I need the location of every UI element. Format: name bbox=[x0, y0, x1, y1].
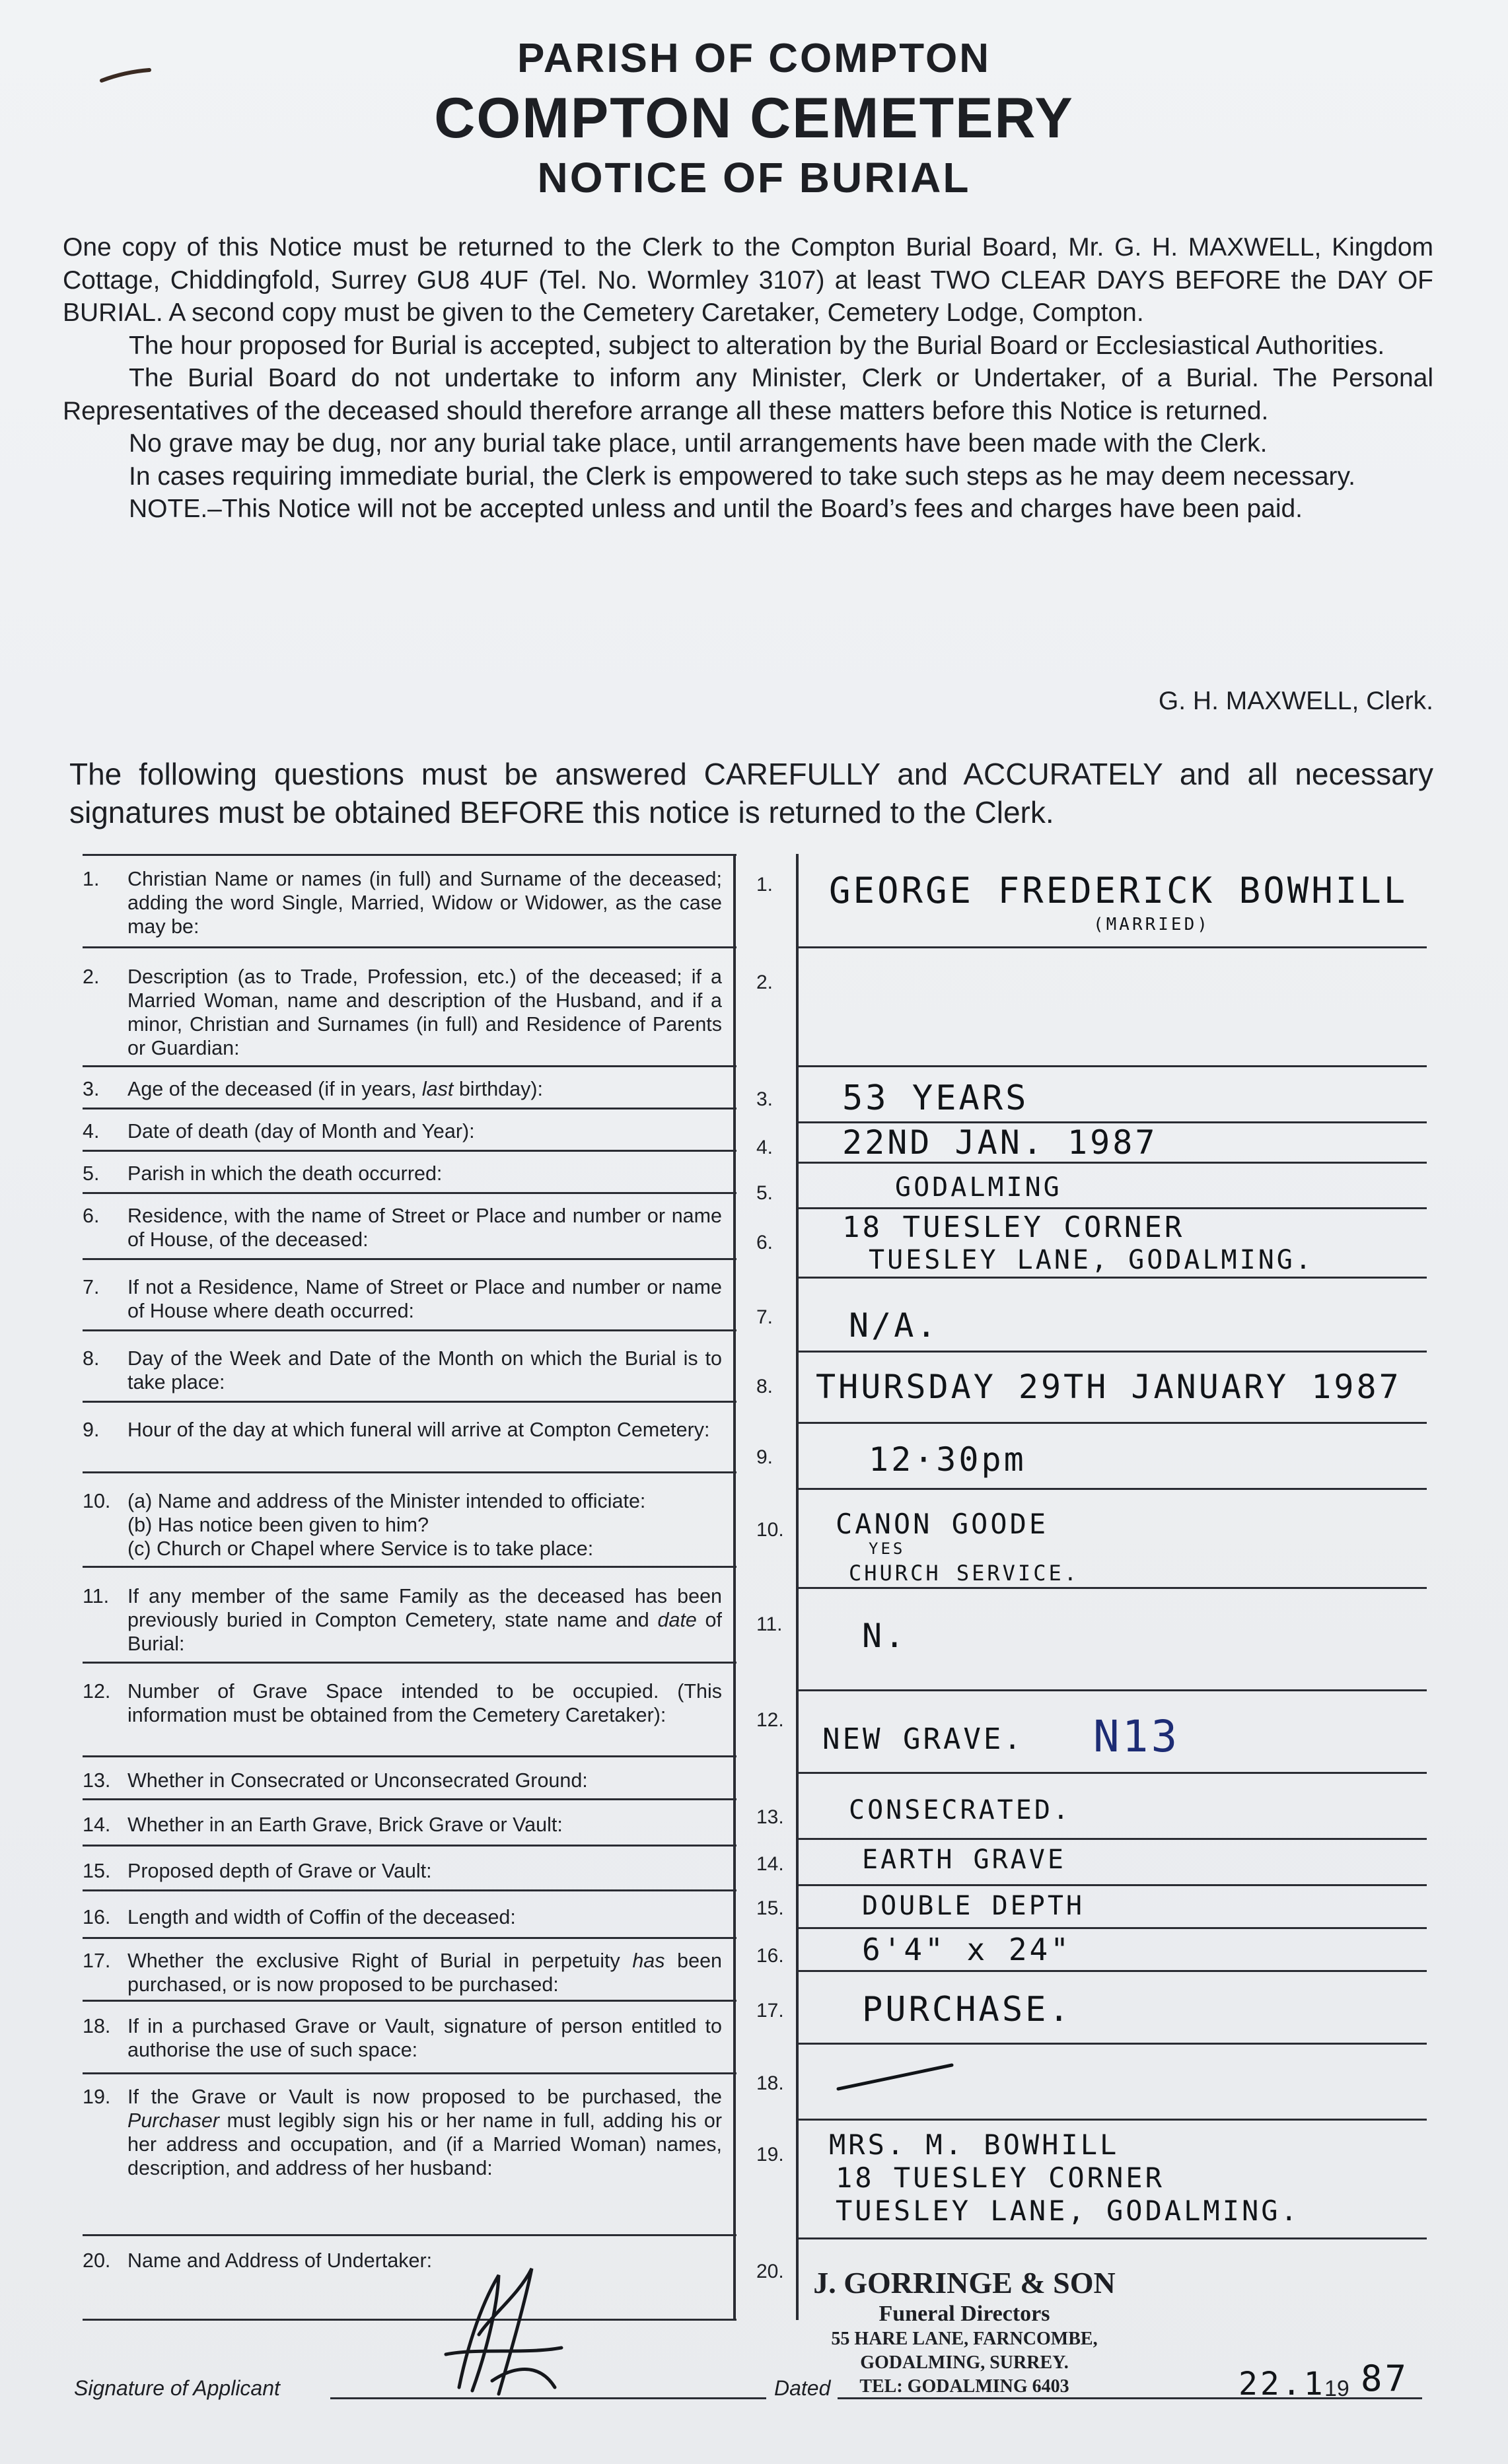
answer-number: 6. bbox=[756, 1232, 773, 1253]
row-divider bbox=[83, 2234, 736, 2236]
answer-line bbox=[796, 946, 1427, 948]
answer-number: 14. bbox=[756, 1853, 784, 1875]
row-divider bbox=[83, 2072, 736, 2074]
intro-paragraph: The Burial Board do not undertake to inform any Minister, Clerk or Undertaker, of a Burial. The Personal Representatives of the deceased should therefore arrange all these matters before this Notice is returned. bbox=[63, 364, 1433, 425]
answer-line bbox=[796, 1970, 1427, 1972]
row-divider bbox=[83, 1566, 736, 1568]
answer-number: 12. bbox=[756, 1709, 784, 1731]
answer-number: 2. bbox=[756, 971, 773, 993]
answer-line bbox=[796, 1351, 1427, 1353]
answer-line bbox=[796, 1162, 1427, 1164]
answer-number: 1. bbox=[756, 874, 773, 896]
row-divider bbox=[83, 1937, 736, 1939]
answer-number: 9. bbox=[756, 1446, 773, 1468]
answer-number: 11. bbox=[756, 1613, 783, 1635]
answer-19-address: 18 TUESLEY CORNER bbox=[836, 2162, 1165, 2194]
row-divider bbox=[83, 1258, 736, 1260]
answer-line bbox=[796, 1927, 1427, 1929]
clerk-signature: G. H. MAXWELL, Clerk. bbox=[1158, 687, 1433, 715]
dated-label: Dated bbox=[774, 2376, 831, 2400]
cemetery-title: COMPTON CEMETERY bbox=[434, 87, 1074, 150]
year-handwritten: 87 bbox=[1361, 2358, 1410, 2399]
row-divider bbox=[83, 2319, 736, 2321]
answer-line bbox=[796, 2237, 1427, 2239]
answer-number: 19. bbox=[756, 2144, 784, 2165]
row-divider bbox=[83, 1845, 736, 1847]
answer-17-purchase: PURCHASE. bbox=[862, 1990, 1072, 2029]
row-divider bbox=[83, 1329, 736, 1331]
answer-8-burial-date: THURSDAY 29TH JANUARY 1987 bbox=[816, 1368, 1402, 1406]
answer-6-residence-line2: TUESLEY LANE, GODALMING. bbox=[869, 1245, 1314, 1275]
answer-line bbox=[796, 1065, 1427, 1067]
answer-7: N/A. bbox=[849, 1306, 939, 1345]
undertaker-stamp: J. GORRINGE & SON Funeral Directors 55 HARE LANE, FARNCOMBE, GODALMING, SURREY. TEL: GODALMING 6403 bbox=[813, 2266, 1116, 2397]
answer-number: 7. bbox=[756, 1306, 773, 1328]
row-divider bbox=[83, 946, 736, 948]
row-divider bbox=[83, 1471, 736, 1473]
answer-number: 18. bbox=[756, 2072, 784, 2094]
answer-18-dash-mark bbox=[836, 2061, 954, 2094]
row-divider bbox=[83, 1755, 736, 1757]
answer-number: 3. bbox=[756, 1088, 773, 1110]
answer-line bbox=[796, 1488, 1427, 1490]
form-header bbox=[0, 33, 1508, 203]
row-divider bbox=[83, 1889, 736, 1891]
answer-line bbox=[796, 2043, 1427, 2045]
answer-number: 16. bbox=[756, 1945, 784, 1967]
dated-handwritten: 22.1 bbox=[1239, 2366, 1326, 2403]
instruction-text: The following questions must be answered CAREFULLY and ACCURATELY and all necessary signatures must be obtained BEFORE this notice is returned to the Clerk. bbox=[69, 757, 1433, 829]
intro-paragraph: In cases requiring immediate burial, the Clerk is empowered to take such steps as he may deem necessary. bbox=[129, 462, 1355, 491]
applicant-signature bbox=[419, 2255, 571, 2407]
answer-16-coffin-size: 6'4" x 24" bbox=[862, 1932, 1071, 1967]
row-divider bbox=[83, 1401, 736, 1403]
answer-3-age: 53 YEARS bbox=[842, 1078, 1029, 1118]
answer-number: 17. bbox=[756, 2000, 784, 2022]
answer-number: 10. bbox=[756, 1519, 784, 1541]
answer-line bbox=[796, 1422, 1427, 1424]
answer-number: 4. bbox=[756, 1137, 773, 1158]
answer-number: 8. bbox=[756, 1376, 773, 1397]
questions-grid: 1. Christian Name or names (in full) and Surname of the deceased; adding the word Single, Married, Widow or Widower, as the case may be: 2. Description (as to Trade, Profession, etc.) of the deceased; if a Married Woman, name and description of the Husband, and if a minor, Christian and Surnames (in full) and Residence of Parents or Guardian: 3. Age of the deceased (if in years, last birthday): 4. Date of death (day of Month and Year): 5. Parish in which the death occurred: 6. Residence, with the name of Street or Place and number or name of House, of the deceased: 7. If not a Residence, Name of Street or Place and number or name of House where death occurred: 8. Day of the Week and Date of the Month on which the Burial is to take place: 9. Hour of the day at which funeral will arrive at Compton Cemetery: 10. (a) Name and address of the Minister intended to officiate: (b) Has notice been given to him? (c) Church or Chapel where Service is to take place: 11. If any member of the same Family as the deceased has been previously buried in Compton Cemetery, state name and date of Burial: 12. Number of Grave Space intended to be occupied. (This information must be obtained from the Cemetery Caretaker): 13. Whether in Consecrated or Unconsecrated Ground: 14. Whether in an Earth Grave, Brick Grave or Vault: 15. Proposed depth of Grave or Vault: 16. Length and width of Coffin of the deceased: 17. Whether the exclusive Right of Burial in perpetuity has been purchased, or is now proposed to be purchased: 18. If in a purchased Grave or Vault, signature of person entitled to authorise the use of such space: 19. If the Grave or Vault is now proposed to be purchased, the Purchaser must legibly sign his or her name in full, adding his or her address and occupation, and (if a Married Woman) names, description, and address of her husband: 20. Name and Address of Undertaker: 1. 2. 3. 4. 5. 6. 7. 8. 9. 10. 11. 12. 13. 14. 15. 16. 17. 18. 19. 20. GEORGE FREDERICK BOWHILL (MARRIED) 53 YEARS 22ND JAN. 1987 GODALMING 18 TUESLEY CORNER TUESLEY LANE, GODALMING. N/A. THURSDAY 29TH JANUARY 1987 12·30pm CANON GOODE YES CHURCH SERVICE. N. NEW GRAVE. N13 CONSECRATED. EARTH GRAVE DOUBLE DEPTH 6'4" x 24" PURCHASE. MRS. M. BOWHILL 18 TUESLEY CORNER TUESLEY LANE, GODALMING. bbox=[83, 854, 1427, 2320]
signature-label: Signature of Applicant bbox=[74, 2376, 280, 2400]
answer-line bbox=[796, 1207, 1427, 1209]
row-divider bbox=[83, 1662, 736, 1664]
parish-title: PARISH OF COMPTON bbox=[517, 36, 991, 81]
year-prefix: 19 bbox=[1324, 2376, 1349, 2401]
answer-6-residence: 18 TUESLEY CORNER bbox=[842, 1211, 1185, 1244]
intro-paragraph: The hour proposed for Burial is accepted, subject to alteration by the Burial Board or Ecclesiastical Authorities. bbox=[129, 331, 1385, 360]
signature-line[interactable] bbox=[330, 2397, 766, 2399]
row-divider bbox=[83, 854, 736, 856]
answer-number: 20. bbox=[756, 2261, 784, 2282]
answer-line bbox=[796, 1689, 1427, 1691]
answer-number: 15. bbox=[756, 1897, 784, 1919]
answer-19-purchaser: MRS. M. BOWHILL bbox=[829, 2129, 1120, 2161]
answer-9-hour: 12·30pm bbox=[869, 1440, 1026, 1479]
answer-11: N. bbox=[862, 1617, 908, 1655]
answer-10-notice: YES bbox=[869, 1539, 906, 1558]
answer-line bbox=[796, 1587, 1427, 1589]
answer-line bbox=[796, 1772, 1427, 1774]
answer-10-minister: CANON GOODE bbox=[836, 1508, 1049, 1540]
answer-1-status: (MARRIED) bbox=[1093, 915, 1210, 934]
answer-12-grave-number: N13 bbox=[1093, 1711, 1180, 1762]
answer-line bbox=[796, 1277, 1427, 1279]
row-divider bbox=[83, 2000, 736, 2002]
intro-paragraph: One copy of this Notice must be returned to the Clerk to the Compton Burial Board, Mr. G. H. MAXWELL, Kingdom Cottage, Chiddingfold, Surrey GU8 4UF (Tel. No. Wormley 3107) at least TWO CLEAR DAYS BEFORE the DAY OF BURIAL. A second copy must be given to the Cemetery Caretaker, Cemetery Lodge, Compton. bbox=[63, 233, 1433, 327]
intro-paragraph: NOTE.–This Notice will not be accepted unless and until the Board’s fees and charges have been paid. bbox=[129, 495, 1303, 523]
answer-1-name: GEORGE FREDERICK BOWHILL bbox=[829, 870, 1408, 911]
answer-13-ground: CONSECRATED. bbox=[849, 1795, 1071, 1825]
answer-15-depth: DOUBLE DEPTH bbox=[862, 1891, 1085, 1921]
row-divider bbox=[83, 1108, 736, 1109]
answer-number: 5. bbox=[756, 1182, 773, 1204]
row-divider bbox=[83, 1065, 736, 1067]
answer-10-church: CHURCH SERVICE. bbox=[849, 1561, 1079, 1586]
notice-title: NOTICE OF BURIAL bbox=[537, 154, 971, 201]
answer-14-grave-type: EARTH GRAVE bbox=[862, 1845, 1066, 1875]
intro-paragraph: No grave may be dug, nor any burial take place, until arrangements have been made with the Clerk. bbox=[129, 429, 1268, 458]
row-divider bbox=[83, 1150, 736, 1152]
answer-19-address-line2: TUESLEY LANE, GODALMING. bbox=[836, 2195, 1300, 2227]
row-divider bbox=[83, 1798, 736, 1800]
row-divider bbox=[83, 1192, 736, 1194]
intro-text bbox=[63, 231, 1433, 526]
answer-line bbox=[796, 2119, 1427, 2121]
answer-line bbox=[796, 1838, 1427, 1840]
answer-number: 13. bbox=[756, 1806, 784, 1828]
answer-5-parish: GODALMING bbox=[895, 1172, 1062, 1203]
answer-4-date-of-death: 22ND JAN. 1987 bbox=[842, 1123, 1158, 1162]
answer-line bbox=[796, 1884, 1427, 1886]
answer-12-grave: NEW GRAVE. bbox=[822, 1722, 1024, 1756]
